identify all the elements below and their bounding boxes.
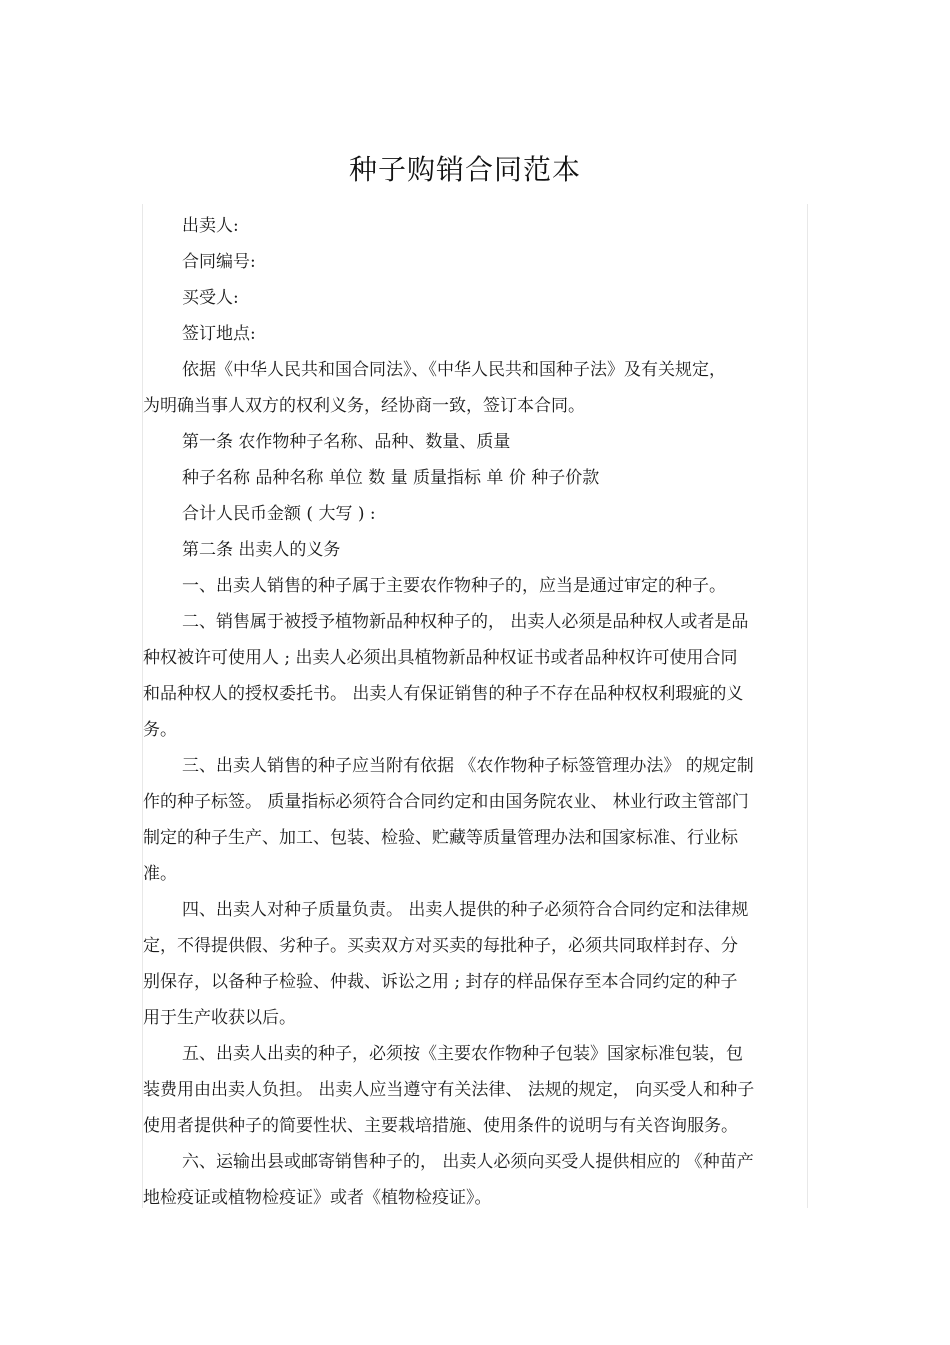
text-line: 二、销售属于被授予植物新品种权种子的， 出卖人必须是品种权人或者是品 xyxy=(182,612,749,632)
text-line: 六、运输出县或邮寄销售种子的， 出卖人必须向买受人提供相应的 《种苗产 xyxy=(182,1152,754,1172)
text-line: 别保存，以备种子检验、仲裁、诉讼之用 ; 封存的样品保存至本合同约定的种子 xyxy=(143,972,738,992)
text-line: 第一条 农作物种子名称、品种、数量、质量 xyxy=(182,432,511,452)
text-line: 合同编号: xyxy=(182,252,256,272)
text-line: 务。 xyxy=(143,720,177,740)
text-line: 依据《中华人民共和国合同法》、《中华人民共和国种子法》及有关规定， xyxy=(182,360,726,380)
text-line: 签订地点: xyxy=(182,324,256,344)
text-line: 和品种权人的授权委托书。 出卖人有保证销售的种子不存在品种权权利瑕疵的义 xyxy=(143,684,744,704)
text-line: 三、出卖人销售的种子应当附有依据 《农作物种子标签管理办法》 的规定制 xyxy=(182,756,754,776)
contract-body xyxy=(143,208,807,1216)
text-line: 定，不得提供假、劣种子。买卖双方对买卖的每批种子，必须共同取样封存、分 xyxy=(143,936,738,956)
text-line: 出卖人: xyxy=(182,216,239,236)
text-line: 准。 xyxy=(143,864,177,884)
text-line: 合计人民币金额 ( 大写 ) : xyxy=(182,504,376,524)
text-line: 种权被许可使用人 ; 出卖人必须出具植物新品种权证书或者品种权许可使用合同 xyxy=(143,648,738,668)
text-line: 用于生产收获以后。 xyxy=(143,1008,296,1028)
text-line: 一、出卖人销售的种子属于主要农作物种子的，应当是通过审定的种子。 xyxy=(182,576,726,596)
text-line: 装费用由出卖人负担。 出卖人应当遵守有关法律、 法规的规定， 向买受人和种子 xyxy=(143,1080,755,1100)
text-line: 作的种子标签。 质量指标必须符合合同约定和由国务院农业、 林业行政主管部门 xyxy=(143,792,749,812)
text-line: 使用者提供种子的简要性状、主要栽培措施、使用条件的说明与有关咨询服务。 xyxy=(143,1116,738,1136)
text-line: 第二条 出卖人的义务 xyxy=(182,540,341,560)
text-line: 五、出卖人出卖的种子，必须按《主要农作物种子包装》国家标准包装，包 xyxy=(182,1044,743,1064)
text-line: 地检疫证或植物检疫证》或者《植物检疫证》。 xyxy=(143,1188,492,1208)
text-line: 制定的种子生产、加工、包装、检验、贮藏等质量管理办法和国家标准、行业标 xyxy=(143,828,738,848)
text-line: 为明确当事人双方的权利义务，经协商一致，签订本合同。 xyxy=(143,396,585,416)
page-title: 种子购销合同范本 xyxy=(348,153,581,186)
text-line: 买受人: xyxy=(182,288,239,308)
text-line: 四、出卖人对种子质量负责。 出卖人提供的种子必须符合合同约定和法律规 xyxy=(182,900,749,920)
text-line: 种子名称 品种名称 单位 数 量 质量指标 单 价 种子价款 xyxy=(182,468,600,488)
